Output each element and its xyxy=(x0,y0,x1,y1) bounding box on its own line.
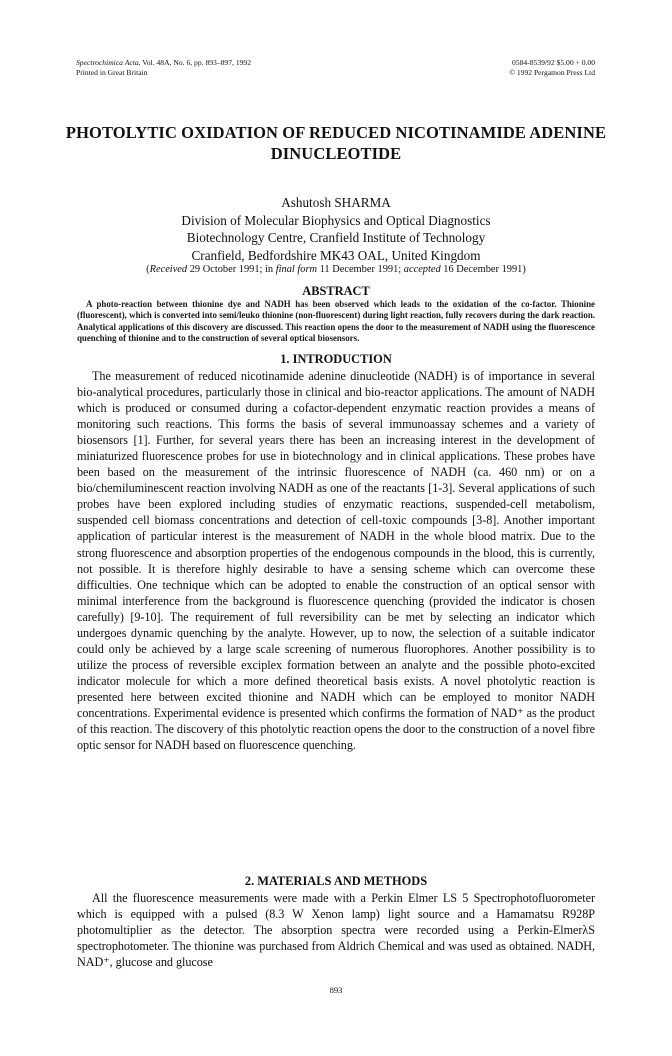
running-header-right xyxy=(509,58,595,78)
abstract-heading: ABSTRACT xyxy=(302,284,370,298)
copyright-line: © 1992 Pergamon Press Ltd xyxy=(509,68,595,77)
received-label: Received xyxy=(149,264,188,275)
methods-paragraph: All the fluorescence measurements were made with a Perkin Elmer LS 5 Spectrophotofluorometer which is equipped with a pulsed (8.3 W Xenon lamp) light source and a Hamamatsu R928P photomultiplier as the detector. The absorption spectra were recorded using a Perkin-ElmerλS spectrophotometer. The thionine was purchased from Aldrich Chemical and was used as obtained. NADH, NAD⁺, glucose and glucose xyxy=(77,891,595,970)
received-date: 29 October 1991; in xyxy=(187,264,276,275)
running-header-left xyxy=(76,58,251,78)
abstract-text: A photo-reaction between thionine dye and NADH has been observed which leads to the oxidation of the co-factor. Thionine (fluorescent), which is converted into semi/leuko thionine (non-fluorescent) during light reaction, fully recovers during the dark reaction. Analytical applications of this discovery are discussed. This reaction opens the door to the measurement of NADH using the fluorescence quenching of thionine and to the construction of several optical biosensors. xyxy=(77,299,595,344)
introduction-paragraph: The measurement of reduced nicotinamide adenine dinucleotide (NADH) is of importance in several bio-analytical procedures, particularly those in clinical and bio-reactor applications. The amount of NADH which is produced or consumed during a cofactor-dependent enzymatic reaction provides a means of monitoring such reactions. This forms the basis of several immunoassay schemes and a variety of biosensors [1]. Further, for several years there has been an increasing interest in the development of miniaturized fluorescence probes for use in biotechnology and in clinical applications. These probes have been based on the measurement of the intrinsic fluorescence of NADH (ca. 460 nm) or on a bio/chemiluminescent reaction involving NADH as one of the reactants [1-3]. Several applications of such probes have been explored including studies of enzymatic reactions, suspended-cell metabolism, suspended cell biomass concentrations and detection of cell-toxic compounds [3-8]. Another important application of particular interest is the measurement of NADH in the whole blood matrix. Due to the strong fluorescence and absorption properties of the endogenous compounds in the blood, this is currently, not possible. It is therefore highly desirable to have a sensing scheme which can overcome these difficulties. One technique which can be adopted to enable the construction of an optical sensor with minimal interference from the background is fluorescence quenching (provided the indicator is chosen carefully) [9-10]. The requirement of full reversibility can be met by selecting an indicator which undergoes dynamic quenching by the analyte. However, up to now, the selection of a suitable indicator could only be achieved by a large scale screening of numerous fluorophores. Another possibility is to utilize the process of reversible exciplex formation between an analyte and the possible photo-excited indicator molecule for which a more defined theoretical basis exists. A novel photolytic reaction is presented here between excited thionine and NADH which can be employed to monitor NADH concentrations. Experimental evidence is presented which confirms the formation of NAD⁺ as the product of this reaction. The discovery of this photolytic reaction opens the door to the construction of a novel fibre optic sensor for NADH based on fluorescence quenching. xyxy=(77,369,595,753)
page-number: 893 xyxy=(329,985,343,995)
article-title: PHOTOLYTIC OXIDATION OF REDUCED NICOTINAMIDE ADENINE DINUCLEOTIDE xyxy=(65,123,607,163)
final-form-date: 11 December 1991; xyxy=(317,264,404,275)
journal-name: Spectrochimica Acta, xyxy=(76,58,141,67)
affiliation-line-3: Cranfield, Bedfordshire MK43 OAL, United Kingdom xyxy=(191,247,481,263)
author-name: Ashutosh SHARMA xyxy=(281,195,391,210)
journal-citation xyxy=(76,58,251,68)
received-open-paren: ( xyxy=(146,264,150,275)
volume-info: Vol. 48A, No. 6, pp. 893–897, 1992 xyxy=(142,58,252,67)
author-block xyxy=(60,194,612,264)
printed-in: Printed in Great Britain xyxy=(76,68,148,77)
issn-price: 0584-8539/92 $5.00 + 0.00 xyxy=(512,58,595,67)
final-form-label: final form xyxy=(275,264,318,275)
methods-heading: 2. MATERIALS AND METHODS xyxy=(244,874,428,888)
received-dates xyxy=(60,263,612,277)
accepted-label: accepted xyxy=(403,264,441,275)
accepted-date: 16 December 1991) xyxy=(440,264,526,275)
affiliation-line-2: Biotechnology Centre, Cranfield Institute of Technology xyxy=(186,230,486,245)
introduction-heading: 1. INTRODUCTION xyxy=(280,352,392,366)
affiliation-line-1: Division of Molecular Biophysics and Optical Diagnostics xyxy=(181,212,491,228)
